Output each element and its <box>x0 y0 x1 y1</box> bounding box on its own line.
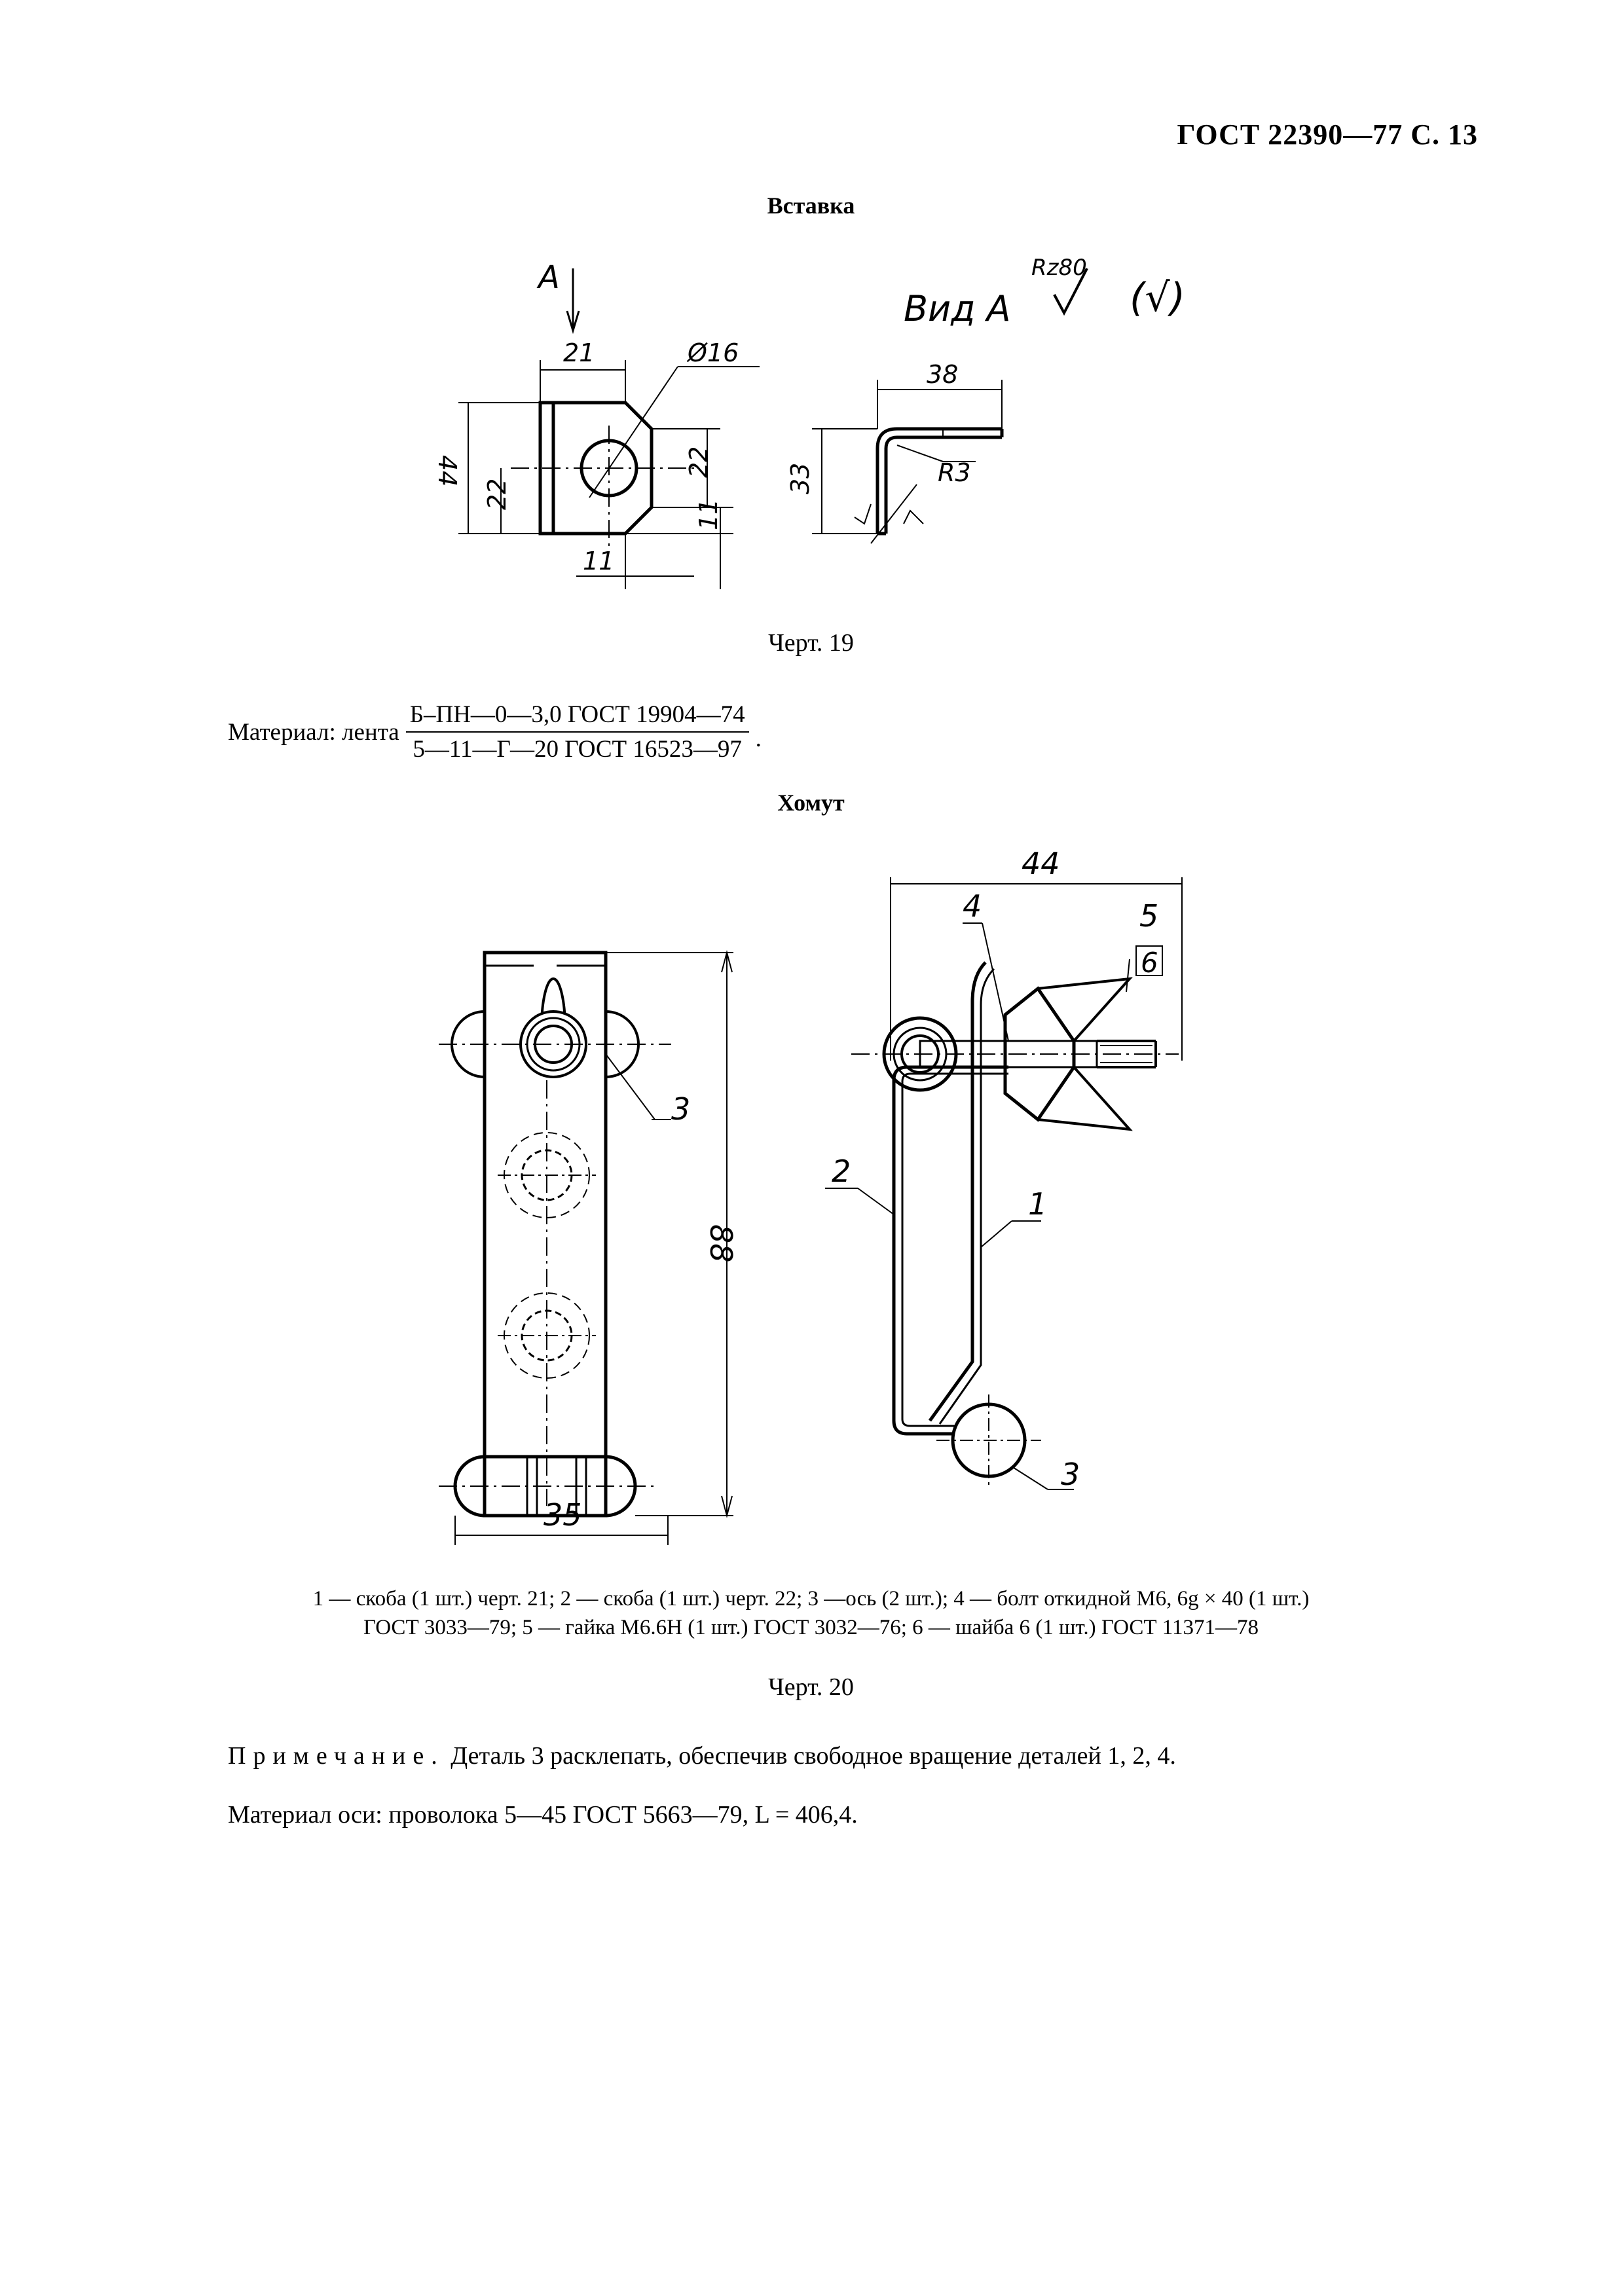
note-paragraph <box>228 1741 1176 1770</box>
view-arrow-label: А <box>538 259 560 296</box>
note-text: Деталь 3 расклепать, обеспечив свободное вращение деталей 1, 2, 4. <box>444 1742 1176 1770</box>
note-label: Примечание. <box>228 1742 445 1770</box>
material-prefix: Материал: лента <box>228 718 399 746</box>
callout-4: 4 <box>963 888 982 924</box>
dim-33: 33 <box>786 462 815 494</box>
callout-5: 5 <box>1139 898 1159 934</box>
figure-caption-19: Черт. 19 <box>768 629 854 657</box>
clamp-side-view <box>825 846 1182 1492</box>
roughness-general: (√) <box>1130 275 1186 321</box>
material-fraction <box>406 701 749 763</box>
dim-44: 44 <box>433 455 462 487</box>
dim-11-right: 11 <box>694 498 723 530</box>
section-title-clamp: Хомут <box>777 790 845 816</box>
figure-caption-20: Черт. 20 <box>768 1673 854 1701</box>
callout-2: 2 <box>832 1154 851 1189</box>
material-denominator: 5—11—Г—20 ГОСТ 16523—97 <box>413 736 742 763</box>
clamp-front-view <box>439 953 739 1545</box>
roughness-label: Rz80 <box>1031 255 1087 281</box>
callout-1: 1 <box>1028 1186 1048 1222</box>
dim-phi16: Ø16 <box>688 338 739 367</box>
drawing-insert <box>419 236 1244 602</box>
callout-3-front: 3 <box>671 1091 691 1127</box>
dim-22-left: 22 <box>483 478 511 510</box>
dim-11-bottom: 11 <box>583 547 615 575</box>
view-arrow-a <box>536 259 579 331</box>
dim-r3: R3 <box>938 458 971 487</box>
dim-88: 88 <box>703 1224 739 1263</box>
axle-material: Материал оси: проволока 5—45 ГОСТ 5663—79, L = 406,4. <box>228 1801 858 1829</box>
dim-35: 35 <box>544 1497 582 1533</box>
callout-3-side: 3 <box>1061 1457 1080 1492</box>
callout-6: 6 <box>1141 947 1158 979</box>
legend-line-2: ГОСТ 3033—79; 5 — гайка М6.6Н (1 шт.) ГОСТ 3032—76; 6 — шайба 6 (1 шт.) ГОСТ 11371—78 <box>363 1616 1259 1639</box>
page-header: ГОСТ 22390—77 С. 13 <box>1177 118 1478 151</box>
dim-44-clamp: 44 <box>1022 846 1060 881</box>
material-suffix: . <box>755 725 762 752</box>
insert-front-view <box>433 338 760 589</box>
dim-22-right: 22 <box>684 446 713 478</box>
section-title-insert: Вставка <box>767 192 855 219</box>
insert-side-view <box>786 360 1002 543</box>
dim-38: 38 <box>927 360 959 389</box>
material-numerator: Б–ПН—0—3,0 ГОСТ 19904—74 <box>406 701 749 733</box>
drawing-clamp <box>419 845 1244 1571</box>
dim-21: 21 <box>563 338 595 367</box>
legend-line-1: 1 — скоба (1 шт.) черт. 21; 2 — скоба (1 шт.) черт. 22; 3 —ось (2 шт.); 4 — болт откидной М6, 6g × 40 (1 шт.) <box>312 1587 1310 1611</box>
material-line <box>228 701 762 763</box>
view-a-label: Вид А <box>904 288 1011 329</box>
